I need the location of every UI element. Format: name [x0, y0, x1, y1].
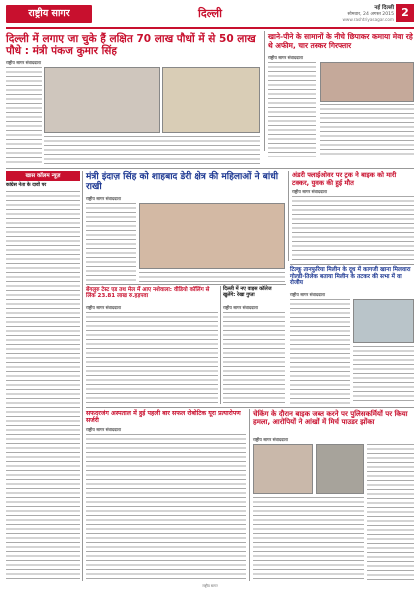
divider: [288, 171, 289, 261]
chain-body-2: [253, 497, 364, 580]
chain-headline: चेकिंग के दौरान बाइक जब्त करने पर पुलिसकर्मियों पर किया हमला, आरोपियों ने आंखों में मिर्च पाउडर झोंका: [253, 410, 408, 427]
chain-byline: राष्ट्रीय सागर संवाददाता: [253, 437, 288, 442]
rakhi-byline: राष्ट्रीय सागर संवाददाता: [86, 196, 121, 201]
kharif-byline: राष्ट्रीय सागर संवाददाता: [268, 55, 303, 60]
chain-photo-2: [316, 444, 364, 494]
delhi-small-body: [223, 312, 285, 404]
kharif-body-2: [320, 104, 414, 157]
rakhi-headline: मंत्री इंदाज़ सिंह को शाहबाद डेरी क्षेत्र की महिलाओं ने बांधी राखी: [86, 172, 279, 193]
divider: [220, 286, 221, 404]
kharif-photo: [320, 62, 414, 102]
chain-photo: [253, 444, 313, 494]
divider: [264, 31, 265, 151]
divider: [290, 264, 414, 265]
kharif-headline: खाने-पीने के सामानों के नीचे छिपाकर कमाया मेवा रहे थे अफीम, चार तस्कर गिरफ्तार: [268, 32, 413, 50]
tilak-byline: राष्ट्रीय सागर संवाददाता: [290, 292, 325, 297]
divider: [82, 171, 83, 581]
kharif-body: [268, 62, 316, 157]
main-body-col-1: [6, 67, 42, 165]
truck-byline: राष्ट्रीय सागर संवाददाता: [292, 189, 327, 194]
truck-body: [292, 196, 414, 261]
rakhi-body: [86, 203, 136, 281]
delhi-small-byline: राष्ट्रीय सागर संवाददाता: [223, 305, 258, 310]
chain-body: [367, 444, 414, 580]
page-number: 2: [396, 4, 414, 22]
main-photo: [44, 67, 160, 133]
bengaluru-headline: बेंगलुरु टेस्ट एड तथ मेल में आए नशेवाला: वीडियो कॉलिंग से लिंक 23.81 लाख रु.हड़पवा: [86, 287, 210, 300]
masthead-rule: [6, 27, 414, 29]
website: www.rashtriyasagar.com: [342, 17, 394, 22]
divider: [249, 409, 250, 581]
hospital-byline: राष्ट्रीय सागर संवाददाता: [86, 427, 121, 432]
divider: [86, 407, 414, 408]
truck-headline: अंडरी फ्लाईओवर पर ट्रक ने बाइक को मारी टक्कर, युवक की हुई मौत: [292, 171, 397, 187]
main-byline: राष्ट्रीय सागर संवाददाता: [6, 60, 41, 65]
bengaluru-byline: राष्ट्रीय सागर संवाददाता: [86, 305, 121, 310]
rakhi-photo: [139, 203, 285, 269]
issue-date: सोमवार, 24 अगस्त 2015: [347, 12, 394, 17]
main-photo-2: [162, 67, 260, 133]
tilak-body: [290, 299, 350, 404]
divider: [86, 284, 286, 285]
rakhi-caption: [139, 272, 285, 282]
bengaluru-body: [86, 312, 218, 404]
main-body-lower: [44, 136, 260, 166]
divider: [6, 168, 414, 169]
sidebar-headline: कांग्रेस नेता के दावों पर: [6, 183, 47, 188]
tilak-photo: [353, 299, 414, 343]
footer: राष्ट्रीय सागर: [202, 584, 218, 588]
sidebar-body: [6, 191, 80, 579]
paper-name: नई दिल्ली: [374, 5, 394, 11]
sidebar-bar: खास कॉलम न्यूज़: [6, 171, 80, 181]
main-headline: दिल्ली में लगाए जा चुके हैं लक्षित 70 लाख पौधों में से 50 लाख पौधे : मंत्री पंकज कुमार सिंह: [6, 33, 256, 58]
section-city: दिल्ली: [198, 7, 222, 20]
hospital-body: [86, 434, 246, 580]
delhi-small-headline: दिल्ली में नए वाइस कॉलेज खुलेंगे: रेखा गुप्ता: [223, 286, 272, 298]
tilak-headline: टिल्कू तानफुरिया मिलीन के दूध में कागजी खाना मिलवारा गोल्डी-तिलेक बताया मिलीन के तटकर की सभा में वा रोजीय: [290, 267, 411, 287]
hospital-headline: सफदरजंग अस्पताल में हुई पहली बार सफल रोबोटिक यूरा प्रत्यारोपण सर्जरी: [86, 410, 241, 425]
tilak-body-2: [353, 346, 414, 404]
brand-logo: राष्ट्रीय सागर: [6, 5, 92, 23]
